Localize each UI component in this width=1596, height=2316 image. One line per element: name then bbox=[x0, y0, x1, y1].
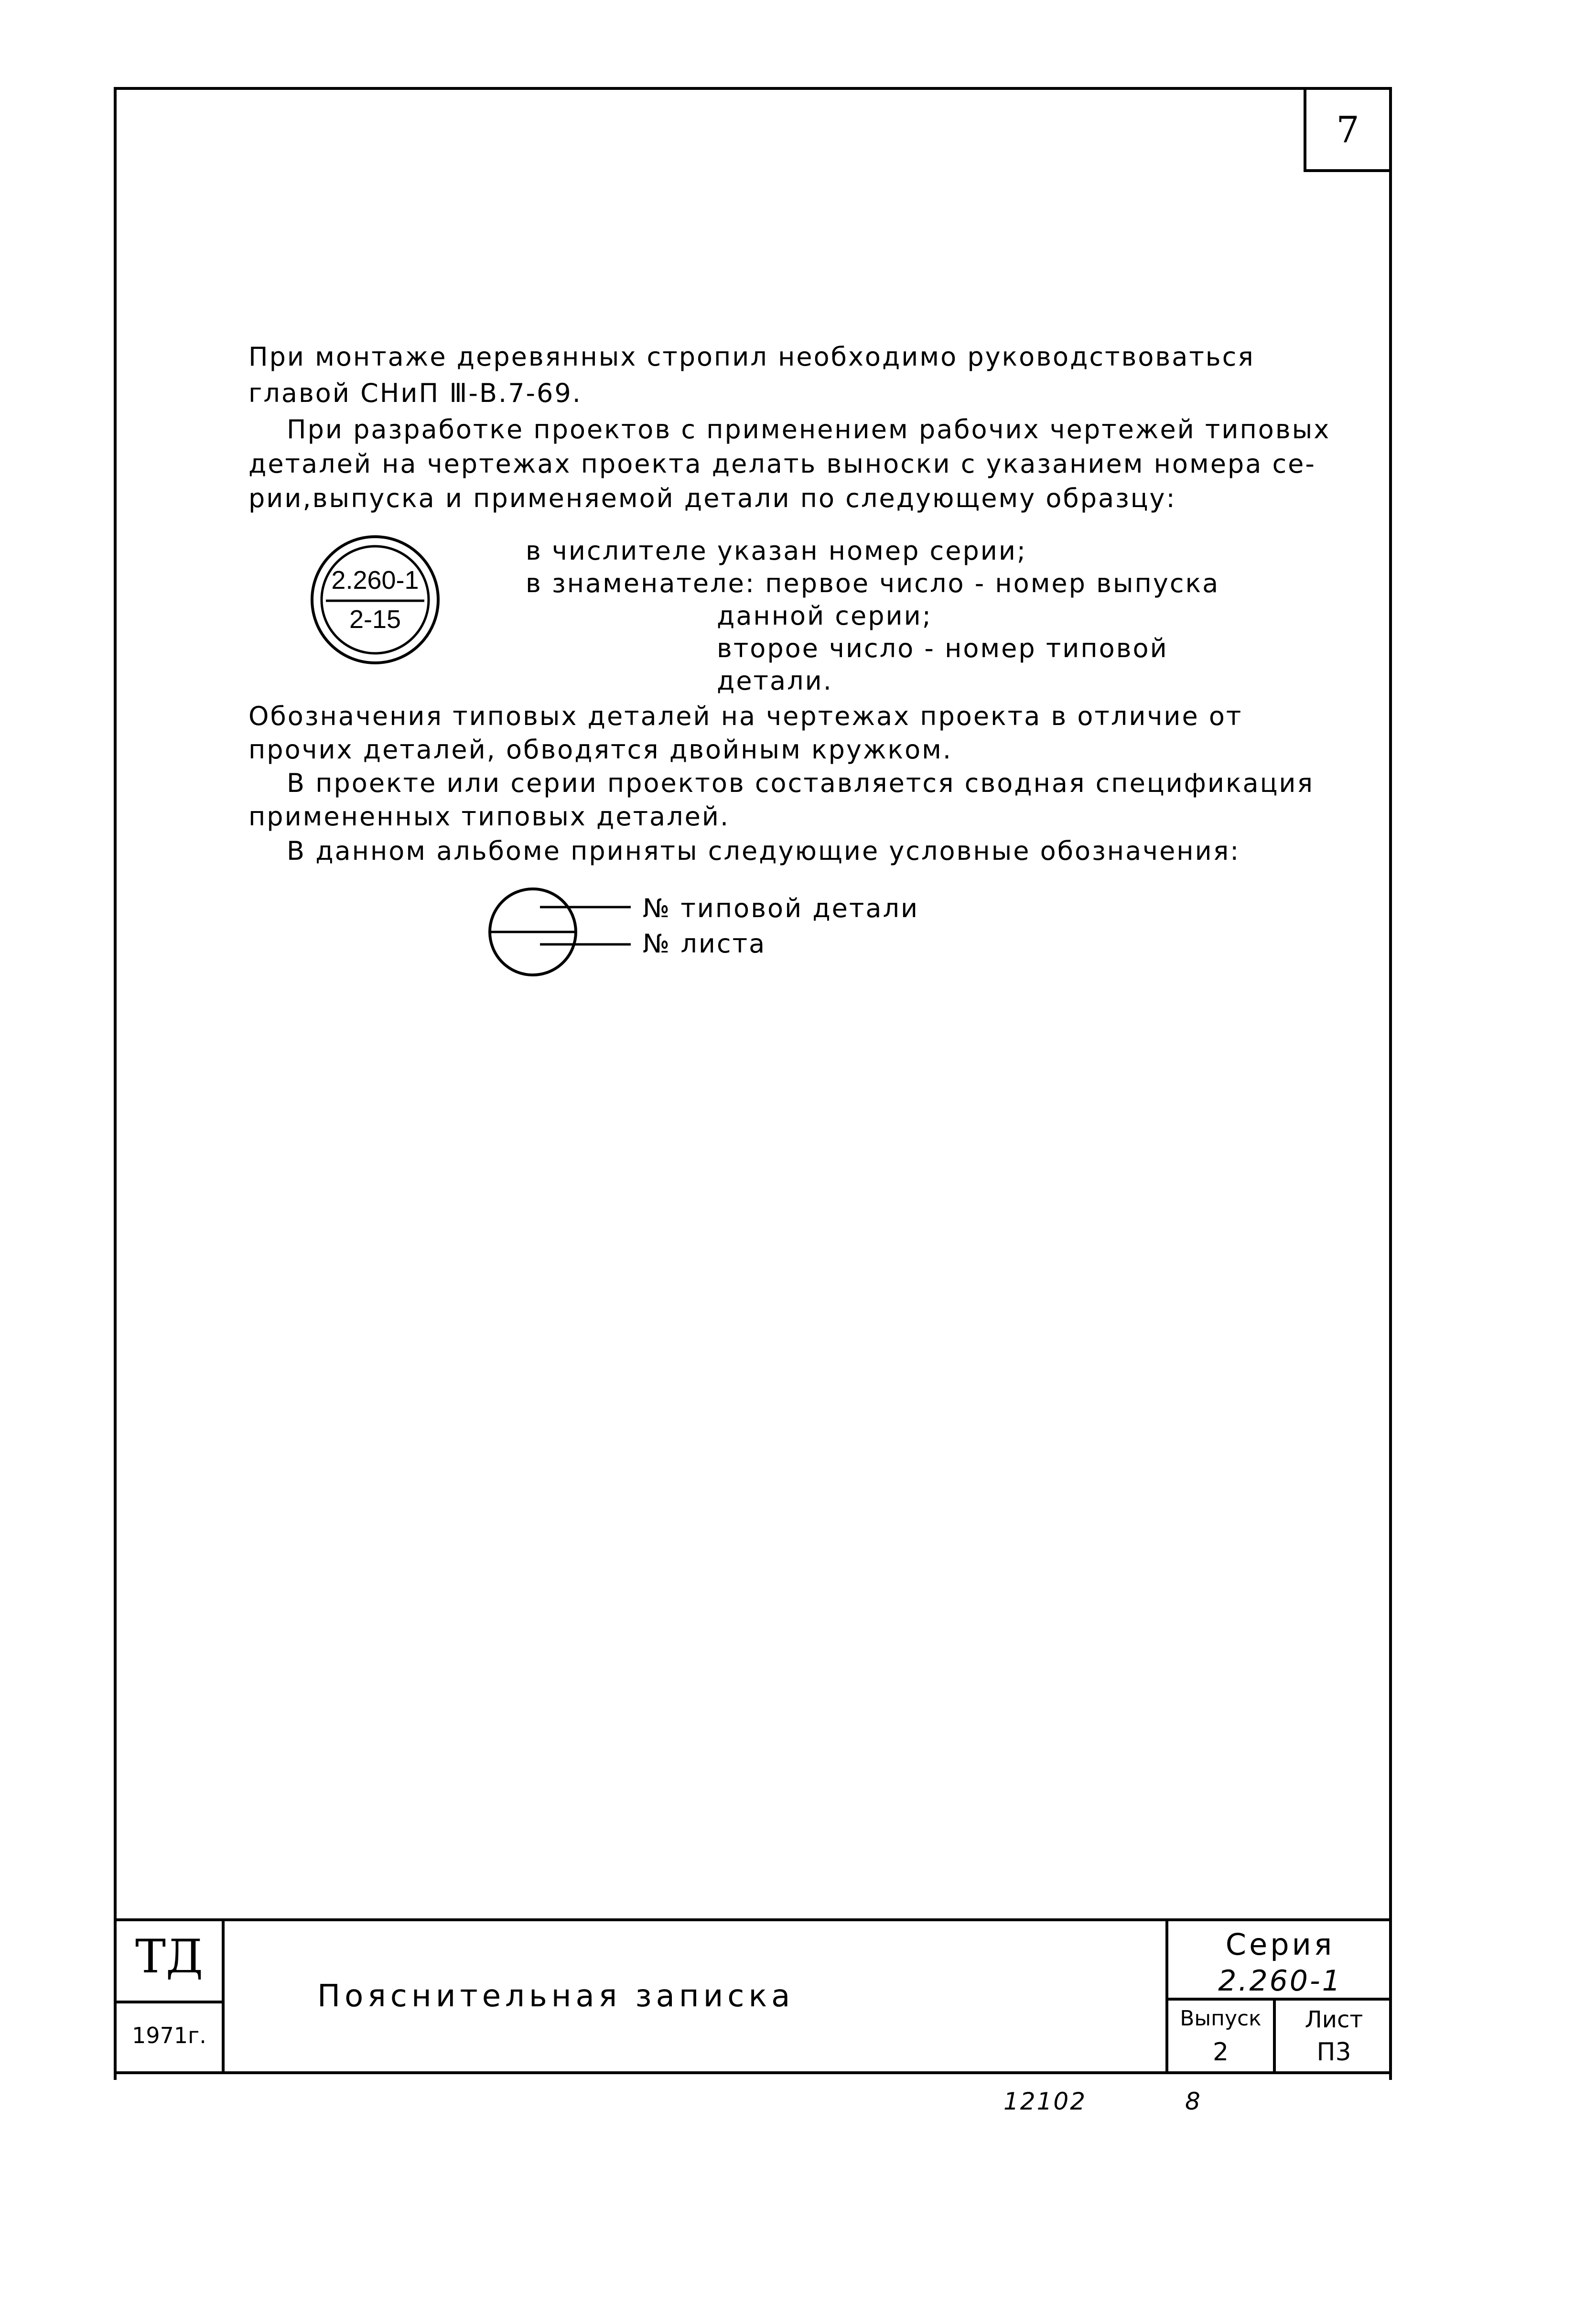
p1-line1: При монтаже деревянных стропил необходимо руководствоваться bbox=[248, 342, 1255, 372]
p5-line1: В данном альбоме приняты следующие условные обозначения: bbox=[287, 836, 1240, 866]
expl-line2: в знаменателе: первое число - номер выпуска bbox=[526, 568, 1220, 598]
title-block bbox=[114, 1918, 1392, 2074]
inventory-number: 12102 bbox=[1003, 2088, 1087, 2115]
sheet-value: П3 bbox=[1316, 2038, 1351, 2067]
p2-line1: При разработке проектов с применением рабочих чертежей типовых bbox=[287, 414, 1331, 444]
p4-line1: В проекте или серии проектов составляется сводная спецификация bbox=[287, 768, 1314, 798]
sample-numerator: 2.260-1 bbox=[331, 566, 419, 595]
org-code: ТД bbox=[135, 1930, 204, 1983]
expl-line3: данной серии; bbox=[717, 601, 932, 631]
issue-label: Выпуск bbox=[1180, 2006, 1262, 2031]
p1-line2: главой СНиП Ⅲ-В.7-69. bbox=[248, 378, 582, 408]
document-title: Пояснительная записка bbox=[317, 1979, 795, 2014]
year: 1971г. bbox=[132, 2023, 206, 2048]
p4-line2: примененных типовых деталей. bbox=[248, 801, 730, 832]
p2-line3: рии,выпуска и применяемой детали по следующему образцу: bbox=[248, 483, 1176, 513]
issue-value: 2 bbox=[1212, 2038, 1229, 2067]
series-value: 2.260-1 bbox=[1218, 1964, 1342, 1998]
expl-line4: второе число - номер типовой bbox=[717, 633, 1168, 663]
sheet-number: 7 bbox=[1304, 87, 1392, 172]
p3-line1: Обозначения типовых деталей на чертежах проекта в отличие от bbox=[248, 701, 1243, 731]
series-label: Серия bbox=[1225, 1927, 1335, 1962]
p3-line2: прочих деталей, обводятся двойным кружком. bbox=[248, 735, 953, 765]
legend-symbol bbox=[487, 884, 640, 980]
legend-label-sheet: № листа bbox=[643, 929, 766, 959]
sample-double-circle bbox=[306, 530, 444, 669]
footer-page: 8 bbox=[1185, 2088, 1202, 2115]
sheet-label: Лист bbox=[1305, 2006, 1363, 2033]
p2-line2: деталей на чертежах проекта делать выноски с указанием номера се- bbox=[248, 449, 1316, 479]
expl-line1: в числителе указан номер серии; bbox=[526, 536, 1027, 566]
sample-denominator: 2-15 bbox=[349, 605, 401, 634]
expl-line5: детали. bbox=[717, 666, 833, 696]
legend-label-detail: № типовой детали bbox=[643, 893, 919, 923]
